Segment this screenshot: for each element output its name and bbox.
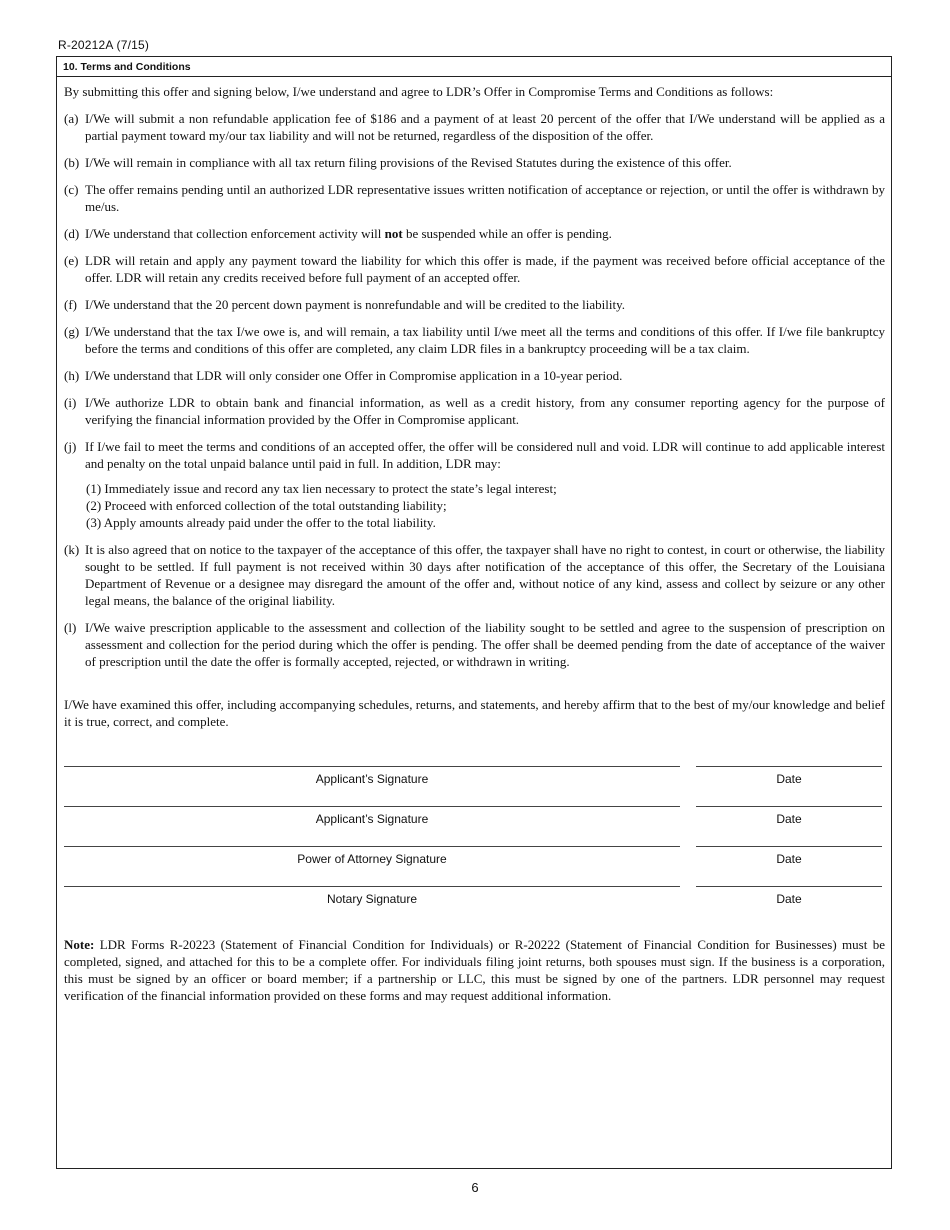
clause-text: I/We understand that LDR will only consider one Offer in Compromise application in a 10-year period. bbox=[85, 368, 623, 383]
clause-k bbox=[64, 541, 885, 609]
signature-label: Applicant’s Signature bbox=[315, 812, 429, 826]
signature-row-power-of-attorney bbox=[64, 846, 885, 886]
clause-label: (c) bbox=[64, 182, 79, 197]
poa-date-line[interactable] bbox=[696, 846, 882, 847]
signature-block bbox=[64, 766, 885, 926]
clause-text: I/We waive prescription applicable to the assessment and collection of the liability sought to be settled and agree to the suspension of prescription on assessment and collection for the period during which the offer is pending. The offer shall be deemed pending from the date of acceptance of the waiver of prescription until the date the offer is formally accepted, rejected, or withdrawn in writing. bbox=[85, 620, 885, 669]
clause-text: I/We understand that the 20 percent down payment is nonrefundable and will be credited to the liability. bbox=[85, 297, 625, 312]
note-paragraph bbox=[64, 936, 885, 1004]
clause-label: (f) bbox=[64, 297, 77, 312]
signature-row-notary bbox=[64, 886, 885, 926]
terms-content bbox=[57, 77, 891, 1004]
intro-paragraph: By submitting this offer and signing below, I/we understand and agree to LDR’s Offer in Compromise Terms and Conditions as follows: bbox=[64, 84, 774, 99]
clause-d bbox=[64, 225, 885, 242]
clause-label: (d) bbox=[64, 226, 80, 241]
note-text: LDR Forms R-20223 (Statement of Financial Condition for Individuals) or R-20222 (Statement of Financial Condition for Businesses) must be completed, signed, and attached for this to be a complete offer. For individuals filing joint returns, both spouses must sign. If the business is a corporation, this must be signed by an officer or board member; if a partnership or LLC, this must be signed by one of the partners. LDR personnel may request verification of the financial information provided on these forms and may request additional information. bbox=[64, 937, 885, 1003]
clause-text: I/We will remain in compliance with all tax return filing provisions of the Revised Statutes during the existence of this offer. bbox=[85, 155, 732, 170]
date-label: Date bbox=[776, 852, 802, 866]
clause-label: (k) bbox=[64, 542, 80, 557]
clause-g bbox=[64, 323, 885, 357]
signature-label: Applicant’s Signature bbox=[315, 772, 429, 786]
clause-f bbox=[64, 296, 885, 313]
clause-label: (g) bbox=[64, 324, 80, 339]
clause-label: (h) bbox=[64, 368, 80, 383]
clause-text: The offer remains pending until an authorized LDR representative issues written notification of acceptance or rejection, or until the offer is withdrawn by me/us. bbox=[85, 182, 885, 214]
signature-label: Power of Attorney Signature bbox=[297, 852, 447, 866]
applicant-signature-line[interactable] bbox=[64, 806, 680, 807]
page-number: 6 bbox=[471, 1180, 479, 1195]
poa-signature-line[interactable] bbox=[64, 846, 680, 847]
clause-text-before: I/We understand that collection enforcement activity will bbox=[85, 226, 385, 241]
notary-date-line[interactable] bbox=[696, 886, 882, 887]
clause-label: (l) bbox=[64, 620, 77, 635]
clause-c bbox=[64, 181, 885, 215]
note-label: Note: bbox=[64, 937, 95, 952]
clause-text: LDR will retain and apply any payment toward the liability for which this offer is made, if the payment was received before official acceptance of the offer. LDR will retain any credits received before full payment of an accepted offer. bbox=[85, 253, 885, 285]
clause-label: (i) bbox=[64, 395, 77, 410]
form-code: R-20212A (7/15) bbox=[58, 38, 150, 52]
clause-h bbox=[64, 367, 885, 384]
date-label: Date bbox=[776, 812, 802, 826]
clause-label: (e) bbox=[64, 253, 79, 268]
subitem-3: (3) Apply amounts already paid under the offer to the total liability. bbox=[86, 515, 436, 530]
clause-i bbox=[64, 394, 885, 428]
clause-j-subitems bbox=[86, 480, 885, 531]
clause-l bbox=[64, 619, 885, 670]
clause-label: (j) bbox=[64, 439, 77, 454]
clause-a bbox=[64, 110, 885, 144]
affirmation-paragraph: I/We have examined this offer, including accompanying schedules, returns, and statements, and hereby affirm that to the best of my/our knowledge and belief it is true, correct, and complete. bbox=[64, 697, 885, 729]
signature-row-applicant-2 bbox=[64, 806, 885, 846]
clause-text: I/We will submit a non refundable application fee of $186 and a payment of at least 20 percent of the offer that I/We understand will be applied as a partial payment toward my/our tax liability and will not be returned, regardless of the disposition of the offer. bbox=[85, 111, 885, 143]
subitem-2: (2) Proceed with enforced collection of the total outstanding liability; bbox=[86, 498, 447, 513]
section-title: 10. Terms and Conditions bbox=[57, 57, 891, 77]
signature-label: Notary Signature bbox=[326, 892, 418, 906]
clause-j bbox=[64, 438, 885, 472]
clause-label: (a) bbox=[64, 111, 79, 126]
clause-text: It is also agreed that on notice to the taxpayer of the acceptance of this offer, the taxpayer shall have no right to contest, in court or otherwise, the liability sought to be settled. If full payment is not received within 30 days after notification of the acceptance of this offer, the Secretary of the Louisiana Department of Revenue or a designee may disregard the amount of the offer and, without notice of any kind, assess and collect by seizure or any other legal means, the balance of the original liability. bbox=[85, 542, 885, 608]
form-section-frame bbox=[56, 56, 892, 1169]
notary-signature-line[interactable] bbox=[64, 886, 680, 887]
subitem-1: (1) Immediately issue and record any tax lien necessary to protect the state’s legal interest; bbox=[86, 481, 557, 496]
clause-text: I/We authorize LDR to obtain bank and financial information, as well as a credit history, from any consumer reporting agency for the purpose of verifying the financial information provided by the Offer in Compromise applicant. bbox=[85, 395, 885, 427]
clause-text-after: be suspended while an offer is pending. bbox=[402, 226, 612, 241]
clause-e bbox=[64, 252, 885, 286]
applicant-date-line[interactable] bbox=[696, 806, 882, 807]
clause-b bbox=[64, 154, 885, 171]
clause-label: (b) bbox=[64, 155, 80, 170]
applicant-date-line[interactable] bbox=[696, 766, 882, 767]
clause-text: I/We understand that the tax I/we owe is, and will remain, a tax liability until I/we meet all the terms and conditions of this offer. If I/we file bankruptcy before the terms and conditions of this offer are completed, any claim LDR files in a bankruptcy proceeding will be a tax claim. bbox=[85, 324, 885, 356]
date-label: Date bbox=[776, 772, 802, 786]
signature-row-applicant-1 bbox=[64, 766, 885, 806]
clause-bold-word: not bbox=[384, 226, 403, 241]
applicant-signature-line[interactable] bbox=[64, 766, 680, 767]
date-label: Date bbox=[776, 892, 802, 906]
clause-text: If I/we fail to meet the terms and conditions of an accepted offer, the offer will be considered null and void. LDR will continue to add applicable interest and penalty on the total unpaid balance until paid in full. In addition, LDR may: bbox=[85, 439, 885, 471]
